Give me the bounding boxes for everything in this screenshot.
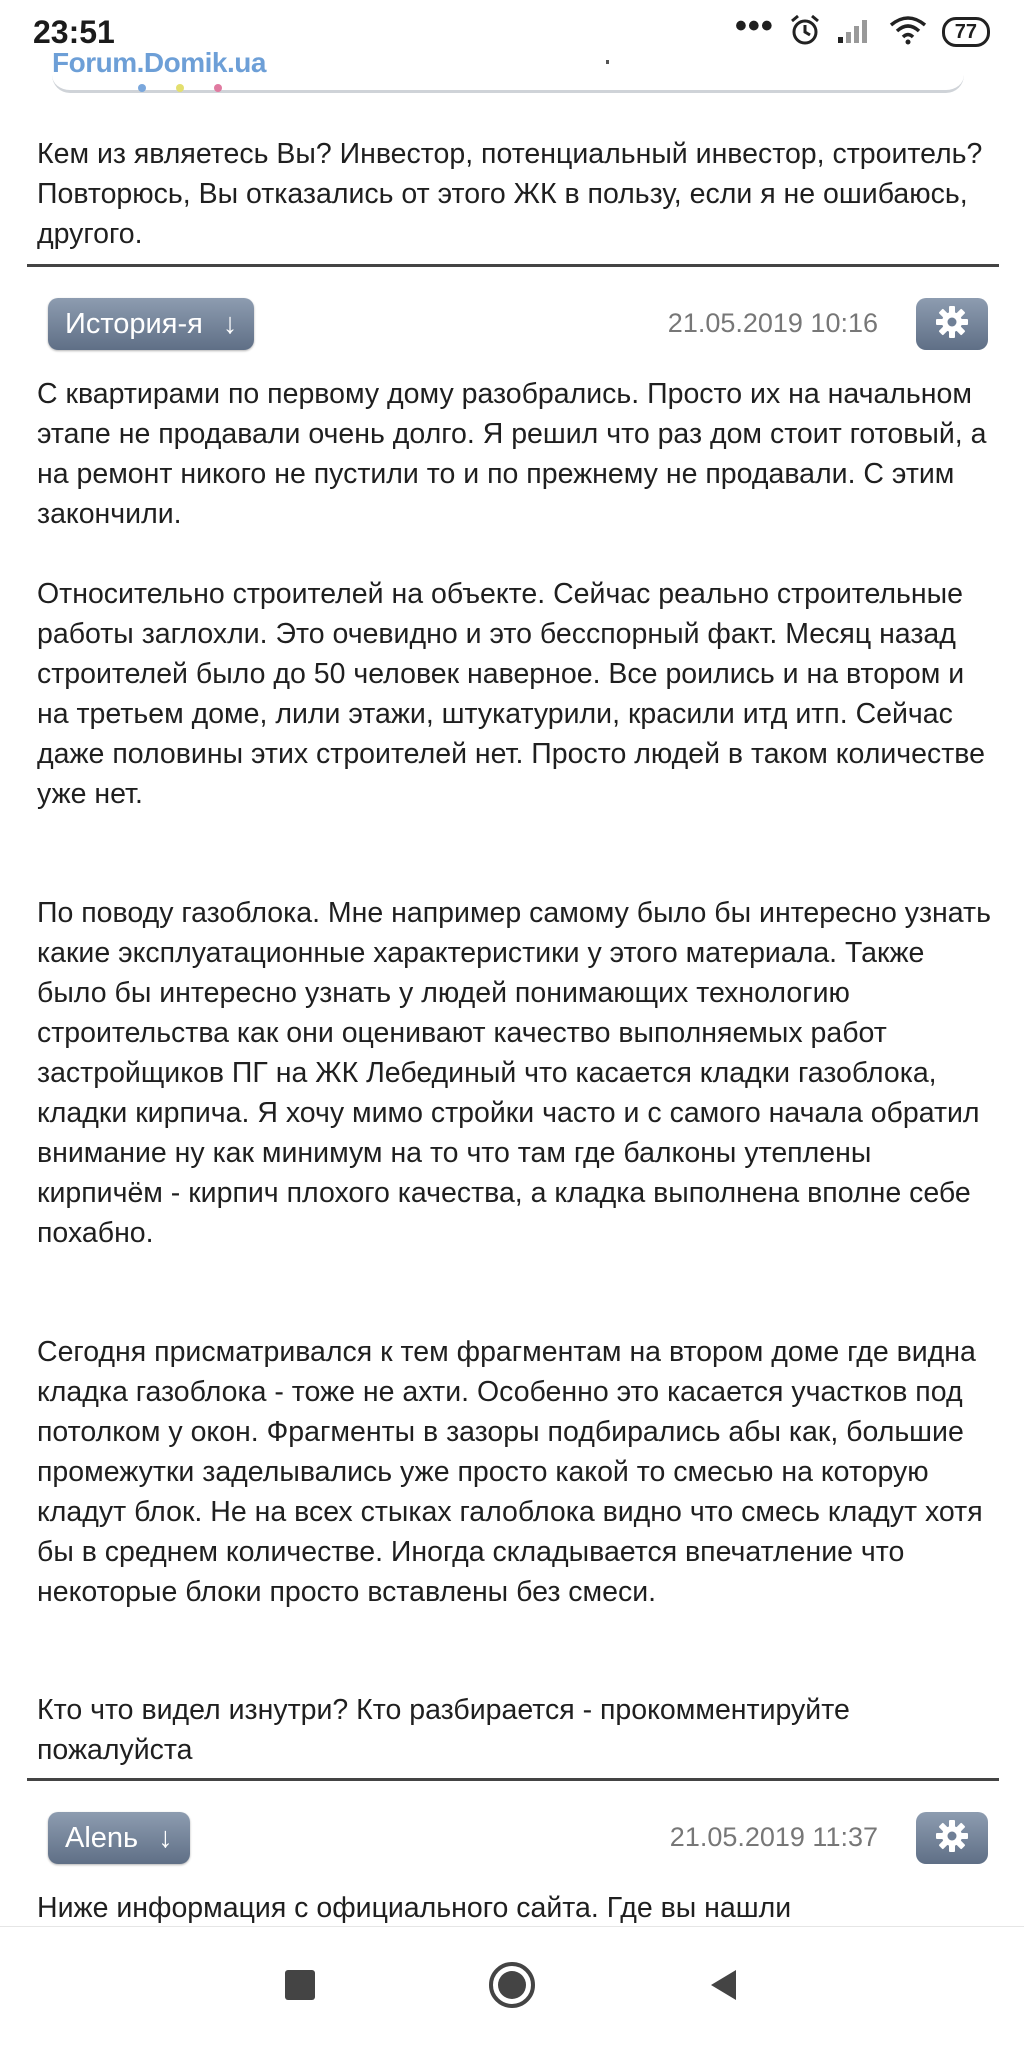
arrow-down-icon: ↓ [158, 1822, 173, 1854]
post-divider [27, 264, 999, 267]
home-icon [487, 1960, 537, 2015]
status-time: 23:51 [33, 14, 115, 50]
author-button[interactable] [48, 298, 254, 350]
post-date: 21.05.2019 11:37 [669, 1822, 878, 1852]
gear-icon [934, 304, 970, 345]
post-paragraph: Кто что видел изнутри? Кто разбирается - прокомментируйте пожалуйста [37, 1694, 858, 1766]
back-button[interactable] [694, 1957, 754, 2017]
post-paragraph: С квартирами по первому дому разобрались. Просто их на начальном этапе не продавали очень долго. Я решил что раз дом стоит готовый, а на ремонт никого не пустили то и по прежнему не продавали. С этим закончили. [37, 378, 995, 530]
post-paragraph: Относительно строителей на объекте. Сейчас реально строительные работы заглохли. Это очевидно и это бесспорный факт. Месяц назад строителей было до 50 человек наверное. Все роились и на втором и на третьем доме, лили этажи, штукатурили, красили итд итп. Сейчас даже половины этих строителей нет. Просто людей в таком количестве уже нет. [37, 578, 993, 810]
logo-dots [138, 84, 222, 92]
gear-icon [934, 1818, 970, 1859]
post-date: 21.05.2019 10:16 [667, 308, 878, 338]
post-text: Кем из являетесь Вы? Инвестор, потенциальный инвестор, строитель? Повторюсь, Вы отказались от этого ЖК в пользу, если я не ошибаюсь, другого. [37, 138, 991, 250]
more-dots-icon: ••• [735, 7, 774, 45]
post-divider [27, 1778, 999, 1781]
post-settings-button[interactable] [916, 1812, 988, 1864]
site-logo[interactable]: Forum.Domik.ua [52, 47, 266, 78]
author-name: Alenь [65, 1822, 139, 1854]
post-paragraph: По поводу газоблока. Мне например самому было бы интересно узнать какие эксплуатационные характеристики у этого материала. Также было бы интересно узнать у людей понимающих технологию строительства как они оценивают качество выполняемых работ застройщиков ПГ на ЖК Лебединый что касается кладки газоблока, кладки кирпича. Я хочу мимо стройки часто и с самого начала обратил внимание ну как минимум на то что там где балконы утеплены кирпичём - кирпич плохого качества, а кладка выполнена вполне себе похабно. [37, 897, 999, 1249]
battery-icon: 77 [942, 17, 990, 47]
back-icon [706, 1967, 742, 2008]
header-mark [606, 60, 609, 64]
site-header [52, 44, 964, 93]
recents-icon [283, 1968, 317, 2007]
home-button[interactable] [482, 1957, 542, 2017]
navigation-bar [0, 1926, 1024, 2049]
arrow-down-icon: ↓ [222, 308, 238, 340]
author-name: История-я [65, 308, 203, 340]
post-paragraph: Сегодня присматривался к тем фрагментам на втором доме где видна кладка газоблока - тоже не ахти. Особенно это касается участков под потолком у окон. Фрагменты в зазоры подбирались абы как, большие промежутки заделывались уже просто какой то смесью на которую кладут блок. Не на всех стыках галоблока видно что смесь кладут хотя бы в среднем количестве. Иногда складывается впечатление что некоторые блоки просто вставлены без смеси. [37, 1336, 991, 1608]
author-button[interactable] [48, 1812, 190, 1864]
post-settings-button[interactable] [916, 298, 988, 350]
post-text: Ниже информация с официального сайта. Где вы нашли [37, 1892, 792, 1924]
recents-button[interactable] [270, 1957, 330, 2017]
